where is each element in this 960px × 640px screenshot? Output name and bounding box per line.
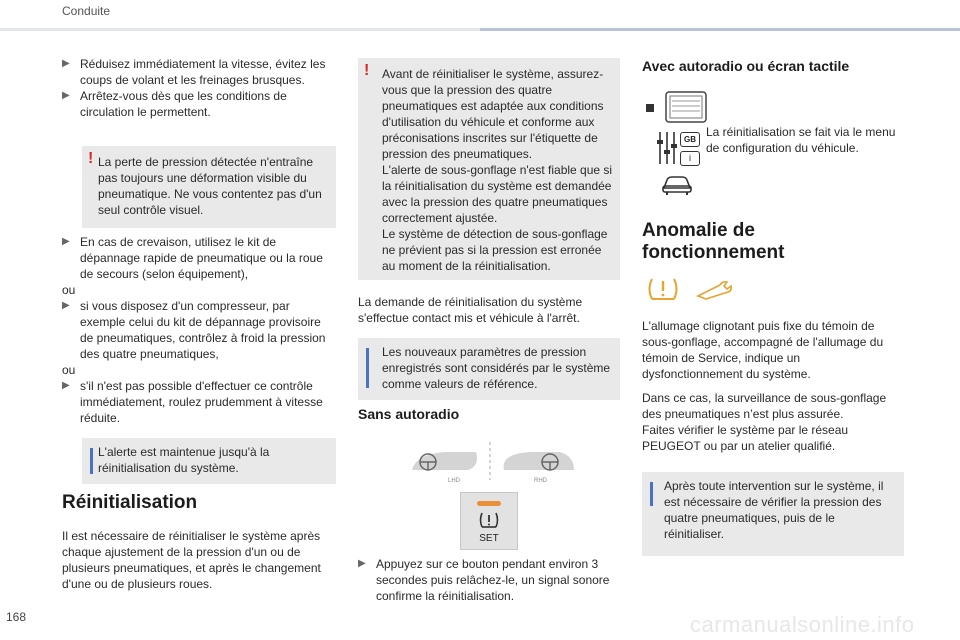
arrow-bullet-icon: ▶: [62, 300, 70, 311]
tpms-set-button-icon: [460, 492, 518, 550]
bullet-item: ▶ si vous disposez d'un compresseur, par exemple celui du kit de dépannage provisoire de pneumatiques, contrôlez à froid la pression des quatre pneumatiques,: [62, 299, 326, 361]
bullet-item: ▶ En cas de crevaison, utilisez le kit de dépannage rapide de pneumatique ou la roue de secours (selon équipement),: [62, 235, 323, 281]
bullet-item: ▶ s'il n'est pas possible d'effectuer ce contrôle immédiatement, roulez prudemment à vitesse réduite.: [62, 379, 323, 425]
bullet-item: ▶ Réduisez immédiatement la vitesse, évitez les coups de volant et les freinages brusques.: [62, 57, 326, 87]
arrow-bullet-icon: ▶: [62, 58, 70, 69]
heading-sans-autoradio: Sans autoradio: [358, 406, 460, 422]
steering-wheel-icon: [412, 452, 477, 484]
heading-reinitialisation: Réinitialisation: [62, 492, 198, 513]
header-bar-left: [0, 28, 480, 31]
arrow-bullet-icon: ▶: [358, 558, 366, 569]
ou-label: ou: [62, 283, 76, 297]
bullet-item: ▶ Arrêtez-vous dès que les conditions de circulation le permettent.: [62, 89, 287, 119]
page-number: 168: [6, 610, 27, 624]
paragraph-dans-ce-cas: Dans ce cas, la surveillance de sous-gonflage des pneumatiques n’est plus assurée. Faites vérifier le système par le réseau PEUGEOT ou par un atelier qualifié.: [642, 391, 887, 453]
arrow-bullet-icon: ▶: [62, 90, 70, 101]
warning-box-pressure: ! La perte de pression détectée n'entraîne pas toujours une déformation visible du pneumatique. Ne vous contentez pas d'un seul contrôle visuel.: [82, 146, 336, 228]
info-i-badge: i: [680, 151, 700, 166]
heading-avec-autoradio: Avec autoradio ou écran tactile: [642, 58, 850, 74]
warning-box-avant-reinit: ! Avant de réinitialiser le système, assurez-vous que la pression des quatre pneumatiques est adaptée aux conditions d'utilisation du véhicule et conforme aux préconisations inscrites sur l'étiquette de pression des pneumatiques. L'alerte de sous-gonflage n'est fiable que si la réinitialisation du système est demandée avec la pression des quatre pneumatiques correctement ajustée. Le système de détection de sous-gonflage ne prévient pas si la pression est erronée au moment de la réinitialisation.: [358, 58, 620, 280]
paragraph-allumage: L'allumage clignotant puis fixe du témoin de sous-gonflage, accompagné de l'allumage du témoin de Service, indique un dysfonctionnement du système.: [642, 319, 884, 381]
column-1-middle-bullets: [62, 234, 334, 426]
paragraph-reinitialisation: Il est nécessaire de réinitialiser le système après chaque ajustement de la pression d'un ou de plusieurs pneumatiques, et après le changement d'une ou de plusieurs roues.: [62, 529, 321, 591]
watermark: carmanualsonline.info: [690, 612, 915, 637]
svg-text:RHD: RHD: [534, 478, 547, 484]
running-header: Conduite: [62, 4, 111, 18]
paragraph-demande: La demande de réinitialisation du système s'effectue contact mis et véhicule à l'arrêt.: [358, 295, 583, 325]
exclamation-warning-icon: !: [364, 62, 370, 79]
svg-text:LHD: LHD: [448, 478, 461, 484]
header-bar-right: [480, 28, 960, 31]
set-label: SET: [479, 533, 499, 544]
car-icon: [660, 172, 694, 196]
info-box-alerte: L'alerte est maintenue jusqu'à la réinitialisation du système.: [82, 438, 336, 484]
exclamation-warning-icon: !: [88, 150, 94, 167]
heading-anomalie: Anomalie de fonctionnement: [642, 220, 785, 263]
tpms-warning-icon: [478, 511, 500, 529]
service-wrench-icon: [696, 280, 734, 300]
bullet-item: ▶ Appuyez sur ce bouton pendant environ 3 secondes puis relâchez-le, un signal sonore confirme la réinitialisation.: [358, 557, 610, 603]
info-box-intervention: Après toute intervention sur le système, il est nécessaire de vérifier la pression des quatre pneumatiques, puis de le réinitialiser.: [642, 472, 904, 556]
arrow-bullet-icon: ▶: [62, 380, 70, 391]
set-led-indicator: [477, 501, 501, 506]
tpms-warning-icon: [646, 276, 680, 302]
ou-label: ou: [62, 363, 76, 377]
column-1-top-bullets: [62, 56, 332, 120]
touchscreen-icon: [644, 90, 708, 124]
steering-wheel-illustration: [406, 440, 580, 484]
info-box-parametres: Les nouveaux paramètres de pression enregistrés sont considérés par le système comme valeurs de référence.: [358, 338, 620, 400]
language-gb-badge: GB: [680, 132, 700, 147]
steering-wheel-icon: [504, 452, 574, 484]
paragraph-config: La réinitialisation se fait via le menu de configuration du véhicule.: [706, 125, 896, 155]
info-bar-icon: [650, 482, 653, 506]
info-bar-icon: [90, 448, 93, 474]
arrow-bullet-icon: ▶: [62, 236, 70, 247]
column-2-bottom-bullet: [358, 556, 620, 604]
info-bar-icon: [366, 348, 369, 388]
